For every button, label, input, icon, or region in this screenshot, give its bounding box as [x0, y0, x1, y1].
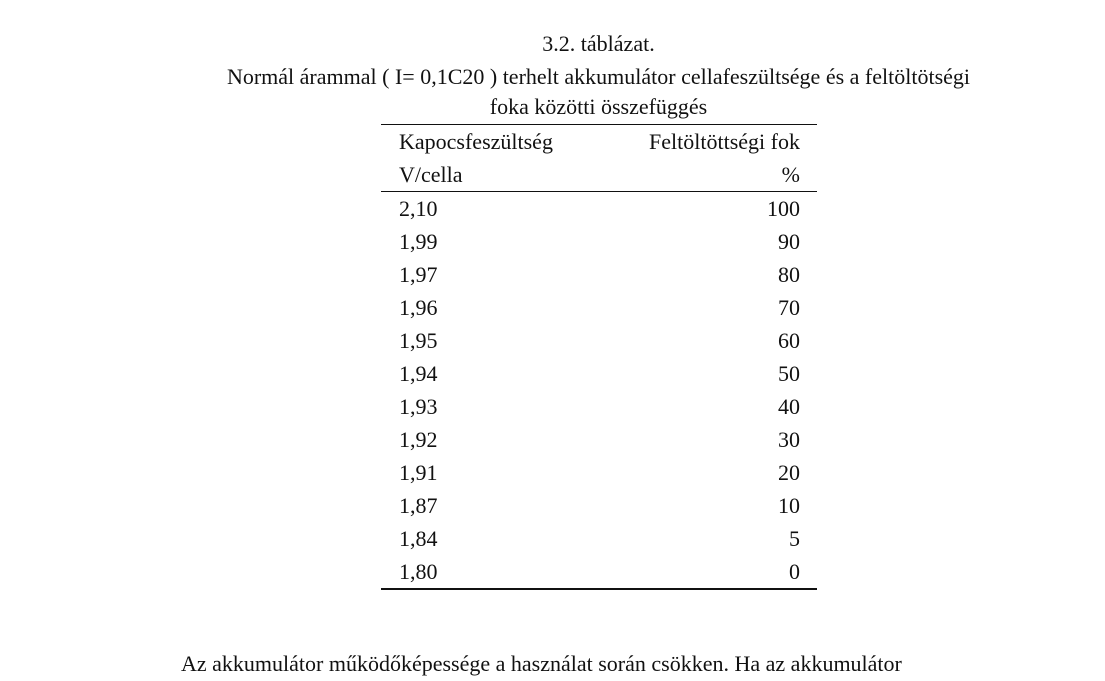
table-row [381, 324, 817, 357]
voltage-cell: 1,96 [399, 295, 438, 320]
table-title-line1: Normál árammal ( I= 0,1C20 ) terhelt akkumulátor cellafeszültsége és a feltöltötségi [226, 64, 971, 89]
percent-cell: 40 [778, 394, 800, 419]
percent-cell: 90 [778, 229, 800, 254]
table-row [381, 390, 817, 423]
table-row [381, 489, 817, 522]
data-table [381, 124, 817, 590]
voltage-cell: 1,84 [399, 526, 438, 551]
voltage-cell: 1,95 [399, 328, 438, 353]
percent-cell: 20 [778, 460, 800, 485]
table-row [381, 555, 817, 589]
voltage-cell: 1,97 [399, 262, 438, 287]
percent-cell: 50 [778, 361, 800, 386]
voltage-cell: 1,99 [399, 229, 438, 254]
body-paragraph: Az akkumulátor működőképessége a használat során csökken. Ha az akkumulátor [181, 651, 902, 676]
table-row [381, 225, 817, 258]
percent-cell: 60 [778, 328, 800, 353]
percent-cell: 70 [778, 295, 800, 320]
table-row [381, 291, 817, 324]
percent-cell: 30 [778, 427, 800, 452]
header-row-1 [381, 125, 817, 159]
voltage-charge-table [381, 124, 817, 590]
table-row [381, 258, 817, 291]
table-row [381, 522, 817, 555]
percent-cell: 5 [789, 526, 800, 551]
voltage-cell: 1,91 [399, 460, 438, 485]
table-row [381, 192, 817, 226]
voltage-cell: 1,94 [399, 361, 438, 386]
voltage-cell: 1,92 [399, 427, 438, 452]
voltage-cell: 1,93 [399, 394, 438, 419]
table-row [381, 357, 817, 390]
percent-cell: 0 [601, 555, 817, 589]
percent-cell: 80 [778, 262, 800, 287]
percent-cell: 100 [767, 196, 800, 221]
voltage-cell: 1,80 [381, 555, 601, 589]
table-body [381, 192, 817, 590]
table-row [381, 456, 817, 489]
header-charge: Feltöltöttségi fok [601, 125, 817, 159]
table-row [381, 423, 817, 456]
header-row-2 [381, 158, 817, 192]
table-header [381, 125, 817, 192]
table-title-line2: foka közötti összefüggés [489, 94, 708, 119]
header-voltage-unit: V/cella [381, 158, 601, 192]
table-number: 3.2. táblázat. [542, 31, 655, 56]
header-charge-unit: % [601, 158, 817, 192]
header-voltage: Kapocsfeszültség [381, 125, 601, 159]
voltage-cell: 2,10 [399, 196, 438, 221]
voltage-cell: 1,87 [399, 493, 438, 518]
percent-cell: 10 [778, 493, 800, 518]
